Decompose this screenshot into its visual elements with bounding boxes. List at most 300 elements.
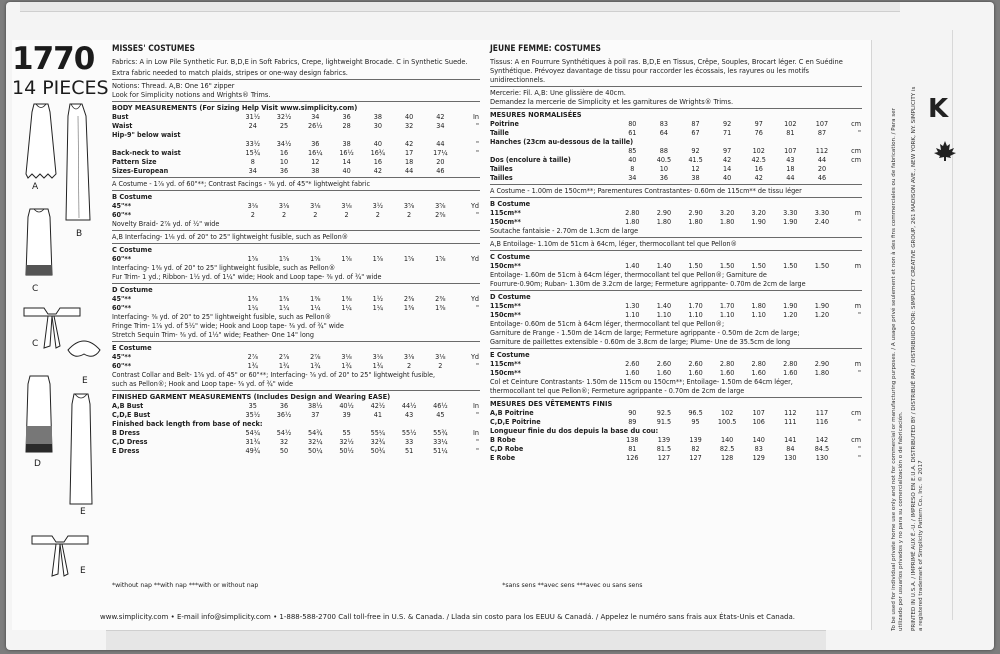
- sketch-label-d: D: [34, 459, 41, 469]
- size-value: 141: [784, 435, 797, 444]
- size-value: 55½: [401, 428, 417, 437]
- c-costume-title-fr: C Costume: [490, 252, 530, 261]
- divider: [490, 184, 862, 185]
- divider: [112, 341, 480, 342]
- size-value: [268, 130, 299, 139]
- french-column: [490, 44, 862, 462]
- size-value: 2: [313, 210, 318, 219]
- size-value: 1.10: [719, 310, 735, 319]
- size-value: 44: [786, 173, 795, 182]
- row-label: [490, 146, 617, 155]
- unit-label: ": [476, 446, 479, 455]
- size-value: 50: [279, 446, 289, 455]
- size-value: 2.90: [688, 208, 703, 217]
- size-value: 55¼: [370, 428, 386, 437]
- row-label: 150cm**: [490, 368, 521, 377]
- size-value: 1.60: [783, 368, 798, 377]
- maple-leaf-icon: [933, 140, 957, 162]
- size-value: 35½: [245, 410, 261, 419]
- e-costume-table-fr: [490, 359, 862, 377]
- row-label: 45"**: [112, 201, 132, 210]
- size-value: 84.5: [814, 444, 830, 453]
- size-value: 32½: [276, 112, 292, 121]
- size-value: 42: [754, 173, 763, 182]
- row-label: Waist: [112, 121, 133, 130]
- unit-label: [456, 157, 480, 166]
- size-value: 36: [279, 166, 289, 175]
- size-value: 1.40: [625, 261, 640, 270]
- table-row: [490, 137, 862, 146]
- size-value: 2: [344, 210, 349, 219]
- unit-label: ": [858, 217, 861, 226]
- unit-label: ": [476, 437, 479, 446]
- table-row: [490, 368, 862, 377]
- mercerie-note: Demandez la mercerie de Simplicity et les garnitures de Wrights® Trims.: [490, 97, 734, 106]
- unit-label: ": [476, 361, 479, 370]
- size-value: 2⅞: [247, 352, 258, 361]
- size-value: 84: [786, 444, 795, 453]
- size-value: 15¾: [245, 148, 261, 157]
- size-value: 30: [373, 121, 382, 130]
- b-costume-table-fr: [490, 208, 862, 226]
- pattern-number: 1770: [12, 41, 95, 77]
- sketch-d: [20, 372, 60, 457]
- table-row: [112, 446, 480, 455]
- size-value: 1.80: [688, 217, 703, 226]
- size-value: 87: [817, 128, 827, 137]
- unit-label: cm: [851, 155, 861, 164]
- size-value: 107: [815, 119, 829, 128]
- divider: [490, 197, 862, 198]
- size-value: 1⅝: [435, 254, 446, 263]
- size-value: 111: [784, 417, 797, 426]
- table-row: [490, 208, 862, 217]
- size-value: 46: [436, 166, 445, 175]
- size-value: 1.20: [814, 310, 830, 319]
- size-value: 1¾: [278, 361, 290, 370]
- size-value: 2: [375, 210, 380, 219]
- size-value: [648, 137, 680, 146]
- divider: [112, 243, 480, 244]
- body-measurements-table: [112, 112, 480, 175]
- size-value: 1.50: [719, 261, 735, 270]
- b-costume-note-fr: Soutache fantaisie - 2.70m de 1.3cm de large: [490, 226, 639, 235]
- size-value: 1.60: [656, 368, 672, 377]
- c-costume-title: C Costume: [112, 245, 152, 254]
- divider: [490, 397, 862, 398]
- size-value: [425, 130, 456, 139]
- size-value: 42.5: [751, 155, 766, 164]
- contact-footer: www.simplicity.com • E-mail info@simplicity.com • 1-888-588-2700 Call toll-free in U.S. & Canada. / Llada sin costo para los EEUU & Canadá. / Appelez le numéro sans frais aux États-Unis et Canada.: [100, 613, 795, 621]
- top-flap: [20, 2, 900, 12]
- size-value: 8: [250, 157, 255, 166]
- unit-label: m: [854, 261, 861, 270]
- size-value: 2.60: [688, 359, 703, 368]
- size-value: [775, 137, 807, 146]
- size-value: 1½: [372, 294, 384, 303]
- size-value: 3⅛: [435, 352, 446, 361]
- brand-logo: K: [928, 94, 949, 124]
- size-value: 2.80: [719, 359, 735, 368]
- table-row: [112, 130, 480, 139]
- table-row: [490, 155, 862, 164]
- divider: [490, 250, 862, 251]
- size-value: 40: [373, 139, 382, 148]
- size-value: 1⅜: [247, 294, 258, 303]
- unit-label: ": [858, 444, 861, 453]
- size-value: 24: [248, 121, 257, 130]
- size-value: 54¼: [245, 428, 261, 437]
- size-value: 10: [279, 157, 289, 166]
- sketch-b: [60, 102, 100, 227]
- size-value: 3⅛: [310, 201, 321, 210]
- size-value: 44: [817, 155, 827, 164]
- size-value: 1.90: [783, 217, 798, 226]
- row-label: 60"**: [112, 303, 132, 312]
- row-label: 60"**: [112, 210, 132, 219]
- size-value: 102: [784, 119, 797, 128]
- size-value: 36: [279, 401, 289, 410]
- unit-label: In: [472, 401, 479, 410]
- size-value: 16¼: [308, 148, 323, 157]
- size-value: 89: [628, 417, 637, 426]
- row-label: 60"**: [112, 361, 132, 370]
- fabrics-note: Extra fabric needed to match plaids, stripes or one-way design fabrics.: [112, 68, 348, 77]
- size-value: 55¾: [433, 428, 448, 437]
- size-value: 92: [691, 146, 700, 155]
- size-value: 14: [723, 164, 732, 173]
- size-value: 3⅛: [341, 201, 352, 210]
- back-length-table-fr: [490, 435, 862, 462]
- unit-label: In: [472, 112, 479, 121]
- size-value: 50¼: [308, 446, 323, 455]
- sketch-c-front: [20, 205, 60, 280]
- size-value: 45: [436, 410, 445, 419]
- row-label: B Dress: [112, 428, 140, 437]
- size-value: 40: [404, 112, 414, 121]
- unit-label: ": [476, 148, 479, 157]
- size-value: 1.10: [625, 310, 640, 319]
- row-label: C,D Robe: [490, 444, 524, 453]
- table-row: [490, 359, 862, 368]
- footnotes-fr: *sans sens **avec sens ***avec ou sans sens: [502, 582, 643, 589]
- size-value: 1⅜: [278, 294, 290, 303]
- size-value: 44½: [401, 401, 417, 410]
- d-costume-note: Stretch Sequin Trim- ⅜ yd. of 1½" wide; Feather- One 14" long: [112, 330, 314, 339]
- row-label: C,D Dress: [112, 437, 148, 446]
- size-value: [743, 137, 775, 146]
- size-value: 16: [373, 157, 382, 166]
- size-value: 107: [752, 408, 765, 417]
- size-value: 40: [723, 173, 732, 182]
- size-value: 3.20: [719, 208, 735, 217]
- row-label: 115cm**: [490, 208, 521, 217]
- sketch-e-collar: [64, 330, 104, 370]
- size-value: [331, 130, 362, 139]
- row-label: Poitrine: [490, 119, 519, 128]
- size-value: 33¼: [433, 437, 448, 446]
- unit-label: Yd: [470, 294, 479, 303]
- b-costume-title-fr: B Costume: [490, 199, 531, 208]
- size-value: 2: [438, 361, 443, 370]
- table-row: [112, 303, 480, 312]
- size-value: 81: [628, 444, 637, 453]
- unit-label: [456, 166, 480, 175]
- legal-distribution-text: PRINTED IN U.S.A. / IMPRIMÉ AUX É.-U. / IMPRESO EN E.U.A. DISTRIBUTED BY / DISTRIBUÉ PAR / DISTRIBUIDO POR: SIMPLICITY CREATIVE GROUP, 261 MADISON AVE., NEW YORK, NY. SIMPLICITY is a registered trademark of Simplicity Pattern Co., Inc. © 2017: [911, 86, 924, 631]
- size-value: 51: [404, 446, 414, 455]
- size-value: 1.80: [751, 301, 766, 310]
- table-row: [490, 217, 862, 226]
- size-value: 139: [657, 435, 671, 444]
- sketch-e: [62, 390, 102, 510]
- row-label: E Robe: [490, 453, 516, 462]
- size-value: 37: [311, 410, 320, 419]
- size-value: 50½: [339, 446, 354, 455]
- size-value: 34½: [276, 139, 292, 148]
- size-value: 46½: [433, 401, 448, 410]
- size-value: 112: [815, 146, 829, 155]
- piece-count: 14 PIECES: [12, 77, 109, 99]
- size-value: 32: [404, 121, 414, 130]
- size-value: 42: [436, 112, 445, 121]
- size-value: 2: [281, 210, 287, 219]
- sketch-label-e: E: [80, 507, 86, 517]
- table-row: [112, 401, 480, 410]
- size-value: 55: [342, 428, 351, 437]
- size-value: 1.10: [688, 310, 703, 319]
- e-costume-note-fr: thermocollant tel que Pellon®; Fermeture agrippante - 0.70m de 2cm de large: [490, 386, 745, 395]
- size-value: 76: [754, 128, 763, 137]
- size-value: 1.90: [751, 217, 766, 226]
- table-row: [490, 119, 862, 128]
- size-value: [362, 130, 393, 139]
- size-value: 32¾: [370, 437, 386, 446]
- size-value: 1¼: [278, 303, 290, 312]
- size-value: 1.80: [814, 368, 830, 377]
- size-value: 2⅜: [403, 294, 415, 303]
- back-length-heading: Finished back length from base of neck:: [112, 419, 263, 428]
- size-value: 97: [723, 146, 732, 155]
- unit-label: ": [476, 121, 479, 130]
- unit-label: cm: [851, 119, 861, 128]
- d-costume-note-fr: Garniture de paillettes extensible - 0.60m de 3.8cm de large; Plume- Une de 35.5cm de long: [490, 337, 791, 346]
- size-value: [300, 130, 331, 139]
- size-value: 129: [752, 453, 765, 462]
- size-value: 2⅞: [278, 352, 290, 361]
- size-value: 51¼: [433, 446, 448, 455]
- table-row: [112, 361, 480, 370]
- unit-label: cm: [851, 146, 861, 155]
- size-value: 34: [311, 112, 320, 121]
- size-value: [806, 137, 838, 146]
- size-value: 40: [342, 166, 351, 175]
- size-value: 10: [659, 164, 669, 173]
- size-value: 2: [407, 210, 412, 219]
- size-value: 91.5: [656, 417, 672, 426]
- size-value: 1.50: [751, 261, 766, 270]
- size-value: 1⅜: [341, 294, 352, 303]
- size-value: [680, 137, 712, 146]
- divider: [490, 108, 862, 109]
- row-label: A,B Poitrine: [490, 408, 534, 417]
- bottom-flap: [106, 630, 826, 650]
- size-value: 81: [786, 128, 795, 137]
- row-label: Pattern Size: [112, 157, 157, 166]
- size-value: 116: [815, 417, 829, 426]
- size-value: 43: [404, 410, 414, 419]
- size-value: 1.40: [656, 301, 672, 310]
- size-value: 140: [720, 435, 734, 444]
- size-value: 130: [784, 453, 797, 462]
- size-value: 28: [342, 121, 351, 130]
- size-value: 81.5: [656, 444, 672, 453]
- row-label: C,D,E Bust: [112, 410, 151, 419]
- size-value: 97: [754, 119, 763, 128]
- back-length-table: [112, 428, 480, 455]
- unit-label: ": [858, 453, 861, 462]
- size-value: 1¼: [341, 303, 352, 312]
- ab-interfacing: A,B Interfacing- 1⅛ yd. of 20" to 25" lightweight fusible, such as Pellon®: [112, 232, 349, 241]
- table-row: [490, 146, 862, 155]
- notions-text: Notions: Thread. A,B: One 16" zipper: [112, 81, 235, 90]
- d-costume-table-fr: [490, 301, 862, 319]
- unit-label: Yd: [470, 201, 479, 210]
- unit-label: [838, 164, 862, 173]
- size-value: 46: [817, 173, 827, 182]
- legal-usage-text: To be used for individual private home use only and not for commercial or manufacturing purposes. / A usage privé seulement et non à des fins commerciales ou de fabrication. / Para ser utilizado por usuarios privados y no para su comercialización o de fabricación.: [891, 107, 904, 631]
- unit-label: In: [472, 428, 479, 437]
- table-row: [112, 157, 480, 166]
- size-value: 12: [691, 164, 700, 173]
- size-value: 61: [628, 128, 637, 137]
- size-value: 17: [404, 148, 414, 157]
- a-costume-metrage: A Costume - 1.00m de 150cm**; Parementures Contrastantes- 0.60m de 115cm** de tissu léger: [490, 186, 802, 195]
- table-row: [490, 444, 862, 453]
- d-costume-note: Fringe Trim- 1⅞ yd. of 5½" wide; Hook and Loop tape- ⅜ yd. of ¾" wide: [112, 321, 344, 330]
- size-value: 36: [311, 139, 320, 148]
- divider: [490, 348, 862, 349]
- divider: [112, 79, 480, 80]
- table-row: [490, 173, 862, 182]
- size-value: 1.70: [719, 301, 735, 310]
- size-value: 20: [817, 164, 827, 173]
- size-value: 50¾: [370, 446, 386, 455]
- size-value: 117: [815, 408, 829, 417]
- size-value: [393, 130, 424, 139]
- size-value: 1⅜: [435, 303, 446, 312]
- row-label: [112, 139, 237, 148]
- size-value: 25: [279, 121, 289, 130]
- size-value: 92.5: [656, 408, 672, 417]
- row-label: 150cm**: [490, 217, 521, 226]
- size-value: 34: [628, 173, 637, 182]
- unit-label: ": [476, 210, 479, 219]
- size-value: 130: [815, 453, 829, 462]
- size-value: 16: [754, 164, 763, 173]
- table-row: [112, 166, 480, 175]
- size-value: [237, 130, 268, 139]
- unit-label: cm: [851, 435, 861, 444]
- row-label: Tailles: [490, 164, 513, 173]
- sketch-label-b: B: [76, 229, 83, 239]
- size-value: 16¾: [370, 148, 386, 157]
- row-label: B Robe: [490, 435, 516, 444]
- b-costume-title: B Costume: [112, 192, 153, 201]
- e-costume-title-fr: E Costume: [490, 350, 530, 359]
- table-row: [112, 352, 480, 361]
- size-value: 142: [815, 435, 829, 444]
- size-value: 82: [691, 444, 700, 453]
- size-value: 1.30: [625, 301, 640, 310]
- size-value: 1.60: [719, 368, 735, 377]
- size-value: 41: [373, 410, 382, 419]
- size-value: 14: [342, 157, 351, 166]
- unit-label: m: [854, 208, 861, 217]
- row-label: Bust: [112, 112, 129, 121]
- size-value: 138: [626, 435, 639, 444]
- unit-label: m: [854, 301, 861, 310]
- divider: [112, 283, 480, 284]
- size-value: 82.5: [719, 444, 735, 453]
- table-row: [112, 139, 480, 148]
- size-value: 1¾: [372, 361, 384, 370]
- notions-note: Look for Simplicity notions and Wrights® Trims.: [112, 90, 271, 99]
- size-value: 3⅛: [403, 352, 415, 361]
- size-value: 2.80: [783, 359, 798, 368]
- size-value: 1.40: [656, 261, 672, 270]
- table-row: [112, 294, 480, 303]
- size-value: 16: [279, 148, 289, 157]
- d-costume-note: Interfacing- ⅜ yd. of 20" to 25" lightweight fusible, such as Pellon®: [112, 312, 332, 321]
- size-value: 87: [691, 119, 700, 128]
- row-label: Hanches (23cm au-dessous de la taille): [490, 137, 634, 146]
- size-value: 1.50: [783, 261, 798, 270]
- size-value: 3⅝: [435, 201, 446, 210]
- size-value: 2.60: [625, 359, 640, 368]
- unit-label: Yd: [470, 352, 479, 361]
- row-label: Back-neck to waist: [112, 148, 181, 157]
- size-value: 107: [784, 146, 797, 155]
- size-value: 20: [436, 157, 445, 166]
- legal-block: [872, 40, 942, 631]
- unit-label: ": [858, 417, 861, 426]
- size-value: 38: [311, 166, 320, 175]
- size-value: 33½: [245, 139, 261, 148]
- size-value: 26½: [308, 121, 323, 130]
- table-row: [112, 410, 480, 419]
- size-value: 42: [404, 139, 414, 148]
- size-value: 83: [659, 119, 669, 128]
- size-value: 42½: [370, 401, 386, 410]
- size-value: 3.20: [751, 208, 766, 217]
- sketch-label-e-collar: E: [82, 376, 88, 386]
- size-value: 18: [404, 157, 414, 166]
- mercerie-text: Mercerie: Fil. A,B: Une glissière de 40cm.: [490, 88, 626, 97]
- size-value: 16½: [339, 148, 354, 157]
- row-label: 45"**: [112, 352, 132, 361]
- b-costume-note: Novelty Braid- 2⅞ yd. of ½" wide: [112, 219, 220, 228]
- size-value: 139: [689, 435, 702, 444]
- size-value: 1.90: [814, 301, 830, 310]
- footnotes-en: *without nap **with nap ***with or without nap: [112, 582, 259, 589]
- sketch-label-a: A: [32, 182, 39, 192]
- size-value: 31½: [245, 112, 261, 121]
- size-value: 102: [752, 146, 765, 155]
- size-value: 2.90: [656, 208, 672, 217]
- size-value: 1.10: [656, 310, 672, 319]
- size-value: 2⅜: [435, 294, 446, 303]
- table-row: [112, 428, 480, 437]
